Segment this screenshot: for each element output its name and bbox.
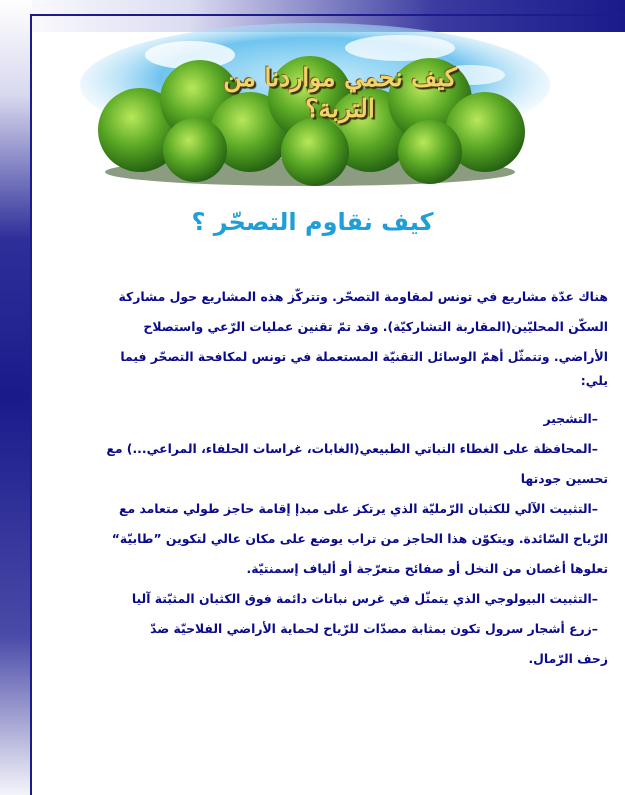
banner-title [150, 62, 530, 124]
banner-title-line2: التربة؟ [305, 94, 375, 123]
intro-line: الأراضي. وتتمثّل أهمّ الوسائل التقنيّة المستعملة في تونس لمكافحة التصحّر فيما [120, 349, 608, 364]
list-item-continuation: تحسين جودتها [520, 471, 608, 486]
intro-line: يلي: [580, 373, 608, 388]
list-item-continuation: تعلوها أغصان من النخل أو صفائح متعرّجة أو ألياف إسمنتيّة. [246, 561, 608, 576]
list-item-continuation: زحف الرّمال. [528, 651, 608, 666]
frame-left-bar [0, 0, 32, 795]
banner-title-line1: كيف نحمي مواردنا من [223, 63, 457, 92]
intro-line: هناك عدّة مشاريع في تونس لمقاومة التصحّر. وتتركّز هذه المشاريع حول مشاركة [118, 289, 608, 304]
list-item: –التشجير [543, 411, 598, 426]
frame-inner-top-line [32, 14, 625, 16]
frame-inner-left-line [30, 14, 32, 795]
page-heading: كيف نقاوم التصحّر ؟ [191, 208, 434, 236]
article-body [42, 282, 608, 674]
list-item: –التثبيت البيولوجي الذي يتمثّل في غرس نباتات دائمة فوق الكثبان المثبّتة آليا [131, 591, 598, 606]
list-item: –المحافظة على الغطاء النباتي الطبيعي(الغابات، غراسات الحلفاء، المراعي...) مع [106, 441, 598, 456]
list-item: –التثبيت الآلي للكثبان الرّمليّة الذي يرتكز على مبدإ إقامة حاجز طولي متعامد مع [119, 501, 598, 516]
list-item: –زرع أشجار سرول تكون بمثابة مصدّات للرّياح لحماية الأراضي الفلاحيّة ضدّ [150, 621, 598, 636]
intro-line: السكّن المحليّين(المقاربة التشاركيّة). وقد تمّ تقنين عمليات الرّعي واستصلاح [143, 319, 608, 334]
list-item-continuation: الرّياح السّائدة. ويتكوّن هذا الحاجز من تراب يوضع على مكان عالي لتكوين ”طابيّة“ [111, 531, 608, 546]
